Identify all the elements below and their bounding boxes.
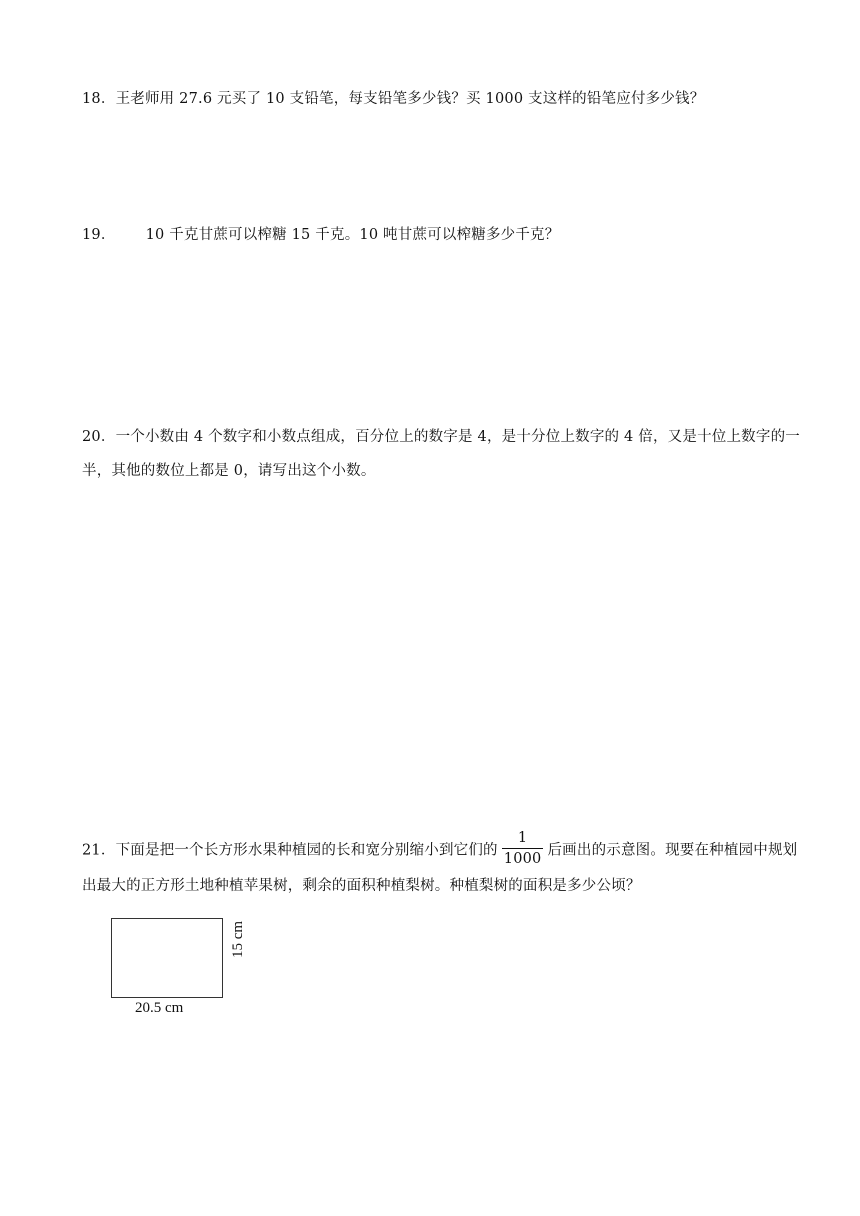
- fraction-denominator: 1000: [503, 851, 542, 867]
- question-number: 21．: [82, 842, 116, 859]
- question-number: 20．: [82, 429, 116, 445]
- question-number: 19．: [82, 227, 116, 243]
- fraction: [502, 830, 544, 867]
- fraction-bar: [502, 848, 544, 849]
- question-text-before: 下面是把一个长方形水果种植园的长和宽分别缩小到它们的: [115, 842, 498, 859]
- width-label: 20.5 cm: [135, 1000, 184, 1016]
- height-label: 15 cm: [230, 920, 246, 958]
- question-text: 一个小数由 4 个数字和小数点组成，百分位上的数字是 4，是十分位上数字的 4 倍，又是十位上数字的一半，其他的数位上都是 0，请写出这个小数。: [82, 429, 800, 479]
- rectangle-diagram: [110, 918, 270, 1028]
- question-text: 10 千克甘蔗可以榨糖 15 千克。10 吨甘蔗可以榨糖多少千克？: [145, 227, 560, 243]
- question-18: [82, 82, 812, 116]
- question-text-after: 后画出的示意图。现要在种植园中规划出最大的正方形土地种植苹果树，剩余的面积种植梨树。种植梨树的面积是多少公顷？: [82, 842, 798, 894]
- question-19: [82, 218, 812, 252]
- question-number: 18．: [82, 91, 116, 107]
- question-text: 王老师用 27.6 元买了 10 支铅笔，每支铅笔多少钱？买 1000 支这样的铅笔应付多少钱？: [115, 91, 705, 107]
- rectangle-shape: [111, 918, 223, 998]
- question-21: [82, 832, 812, 903]
- question-20: [82, 420, 812, 488]
- fraction-numerator: 1: [517, 830, 528, 846]
